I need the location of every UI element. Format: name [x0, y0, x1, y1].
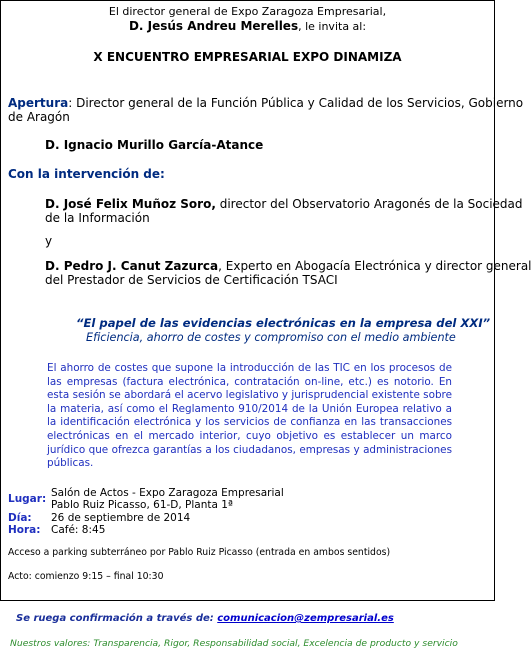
opening-line-1	[8, 96, 523, 110]
inviter-role: El director general de Expo Zaragoza Empresarial,	[108, 5, 387, 18]
schedule-info: Acto: comienzo 9:15 – final 10:30	[8, 571, 164, 582]
speaker1-role-1: director del Observatorio Aragonés de la Sociedad	[215, 197, 523, 211]
event-title: X ENCUENTRO EMPRESARIAL EXPO DINAMIZA	[93, 50, 402, 64]
place-label: Lugar:	[8, 493, 47, 505]
place-row	[8, 487, 46, 506]
opening-text-1: : Director general de la Función Pública y Calidad de los Servicios, Gobierno	[68, 96, 524, 110]
company-values: Nuestros valores: Transparencia, Rigor, Responsabilidad social, Excelencia de producto y servicio	[10, 638, 458, 649]
confirm-line	[16, 613, 394, 624]
confirm-text: Se ruega confirmación a través de:	[16, 613, 218, 624]
speaker1-role-2: de la Información	[45, 211, 150, 225]
intervention-heading: Con la intervención de:	[8, 167, 165, 181]
place-line-1: Salón de Actos - Expo Zaragoza Empresarial	[51, 487, 284, 499]
day-label: Día:	[8, 512, 32, 524]
talk-title: “El papel de las evidencias electrónicas en la empresa del XXI”	[76, 316, 491, 330]
opening-label: Apertura	[8, 96, 69, 110]
time-label: Hora:	[8, 524, 41, 536]
confirm-email-link[interactable]: comunicacion@zempresarial.es	[217, 613, 394, 624]
speaker2-line-1	[45, 259, 532, 273]
day-value: 26 de septiembre de 2014	[51, 512, 191, 524]
opening-text-2: de Aragón	[8, 110, 70, 124]
speaker1-name: D. José Felix Muñoz Soro,	[45, 197, 216, 211]
talk-subtitle: Eficiencia, ahorro de costes y compromiso con el medio ambiente	[86, 331, 456, 344]
place-line-2: Pablo Ruiz Picasso, 61-D, Planta 1ª	[51, 499, 233, 511]
inviter-line	[0, 19, 495, 33]
conjunction: y	[45, 234, 53, 248]
time-value: Café: 8:45	[51, 524, 106, 536]
speaker2-role-2: del Prestador de Servicios de Certificación TSACI	[45, 273, 338, 287]
talk-description: El ahorro de costes que supone la introducción de las TIC en los procesos de las empresas (factura electrónica, contratación on-line, etc.) es notorio. En esta sesión se abordará el acervo legislativo y jurisprudencial existente sobre la materia, así como el Reglamento 910/2014 de la Unión Europea relativo a la identificación electrónica y los servicios de confianza en las transacciones electrónicas en el mercado interior, cuyo objetivo es establecer un marco jurídico que ofrezca garantías a los ciudadanos, empresas y administraciones públicas.	[47, 362, 452, 470]
speaker2-name: D. Pedro J. Canut Zazurca	[45, 259, 219, 273]
opening-name: D. Ignacio Murillo García-Atance	[45, 138, 264, 152]
speaker1-line-1	[45, 197, 523, 211]
inviter-name: D. Jesús Andreu Merelles	[128, 19, 299, 33]
invite-suffix: , le invita al:	[298, 20, 367, 33]
parking-info: Acceso a parking subterráneo por Pablo Ruiz Picasso (entrada en ambos sentidos)	[8, 547, 391, 558]
speaker2-role-1: , Experto en Abogacía Electrónica y director general	[218, 259, 532, 273]
